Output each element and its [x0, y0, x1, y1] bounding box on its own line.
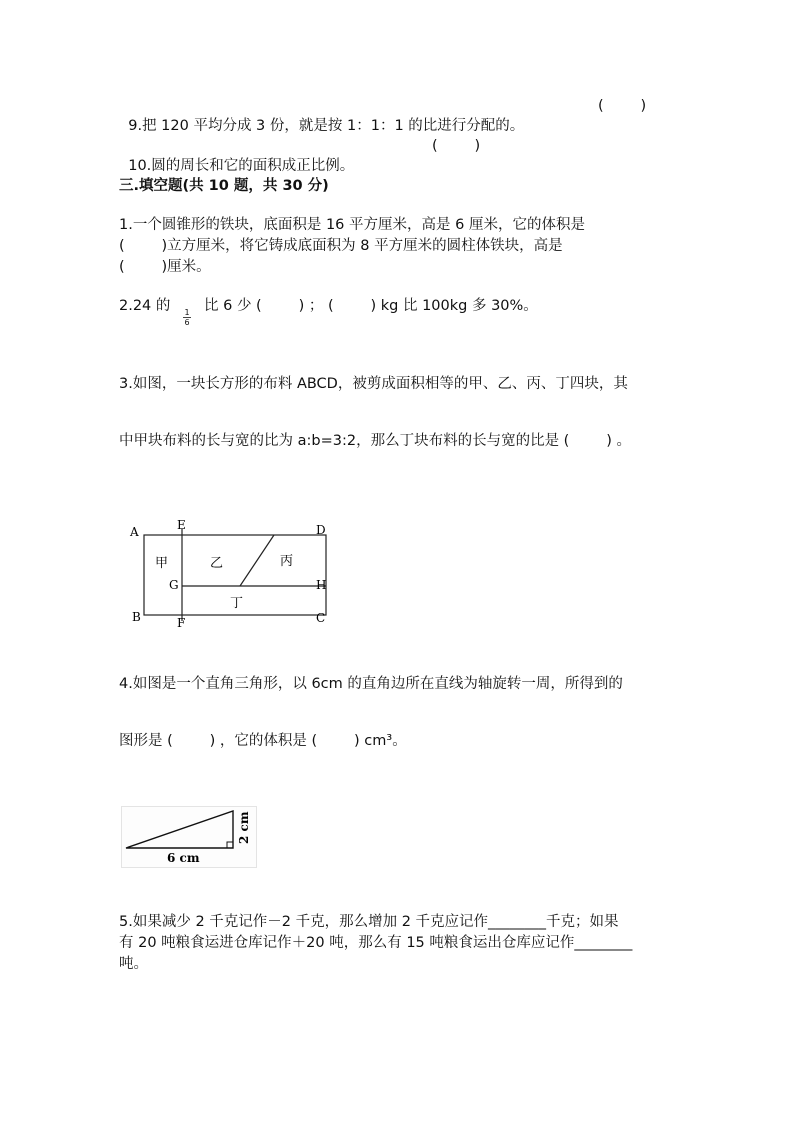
fill-question-1-line-1: 1.一个圆锥形的铁块，底面积是 16 平方厘米，高是 6 厘米，它的体积是 [119, 217, 585, 233]
label-b: B [132, 610, 141, 624]
height-length-label: 2 cm [237, 811, 251, 844]
region-bing: 丙 [280, 554, 294, 569]
label-f: F [177, 616, 186, 630]
question-10-text: 10.圆的周长和它的面积成正比例。 [128, 158, 355, 174]
fraction-denominator: 6 [184, 318, 190, 327]
label-g: G [169, 578, 179, 592]
fill-question-1-line-2: ( )立方厘米，将它铸成底面积为 8 平方厘米的圆柱体铁块，高是 [119, 238, 563, 254]
fill-question-4-line-1: 4.如图是一个直角三角形，以 6cm 的直角边所在直线为轴旋转一周，所得到的 [119, 676, 623, 692]
fill-question-1-line-3: ( )厘米。 [119, 259, 211, 275]
rectangle-abcd-figure [126, 515, 346, 635]
answer-paren-10[interactable]: ( ) [432, 138, 481, 154]
fill-question-2-rest: 比 6 少 ( ) ； ( ) kg 比 100kg 多 30%。 [204, 298, 538, 314]
fraction-numerator: 1 [184, 308, 190, 317]
label-c: C [316, 611, 326, 625]
region-jia: 甲 [155, 556, 169, 571]
question-10 [119, 136, 354, 176]
fill-question-5-line-1: 5.如果减少 2 千克记作－2 千克，那么增加 2 千克应记作________千克；如果 [119, 914, 619, 930]
question-9-text: 9.把 120 平均分成 3 份，就是按 1：1：1 的比进行分配的。 [128, 118, 525, 134]
fill-question-2-start: 2.24 的 [119, 298, 171, 314]
section-title: 三.填空题(共 10 题，共 30 分) [119, 178, 329, 194]
base-length-label: 6 cm [167, 851, 200, 865]
region-ding: 丁 [230, 596, 244, 611]
fill-question-5-line-2: 有 20 吨粮食运进仓库记作＋20 吨，那么有 15 吨粮食运出仓库应记作________ [119, 935, 633, 951]
fill-question-3-line-2: 中甲块布料的长与宽的比为 a:b=3:2，那么丁块布料的长与宽的比是 ( ) 。 [119, 433, 631, 449]
line-yi-bing-divider [240, 535, 274, 586]
label-h: H [316, 578, 327, 592]
label-a: A [130, 525, 139, 539]
fill-question-3-line-1: 3.如图，一块长方形的布料 ABCD，被剪成面积相等的甲、乙、丙、丁四块，其 [119, 376, 628, 392]
right-triangle-figure [121, 806, 257, 868]
question-9 [119, 96, 524, 136]
fill-question-5-line-3: 吨。 [119, 956, 148, 972]
label-d: D [316, 523, 326, 537]
label-e: E [177, 518, 186, 532]
fill-question-4-line-2: 图形是 ( ) ，它的体积是 ( ) cm³。 [119, 733, 407, 749]
region-yi: 乙 [210, 556, 224, 571]
fraction-one-sixth [183, 308, 191, 327]
answer-paren-9[interactable]: ( ) [598, 98, 647, 114]
